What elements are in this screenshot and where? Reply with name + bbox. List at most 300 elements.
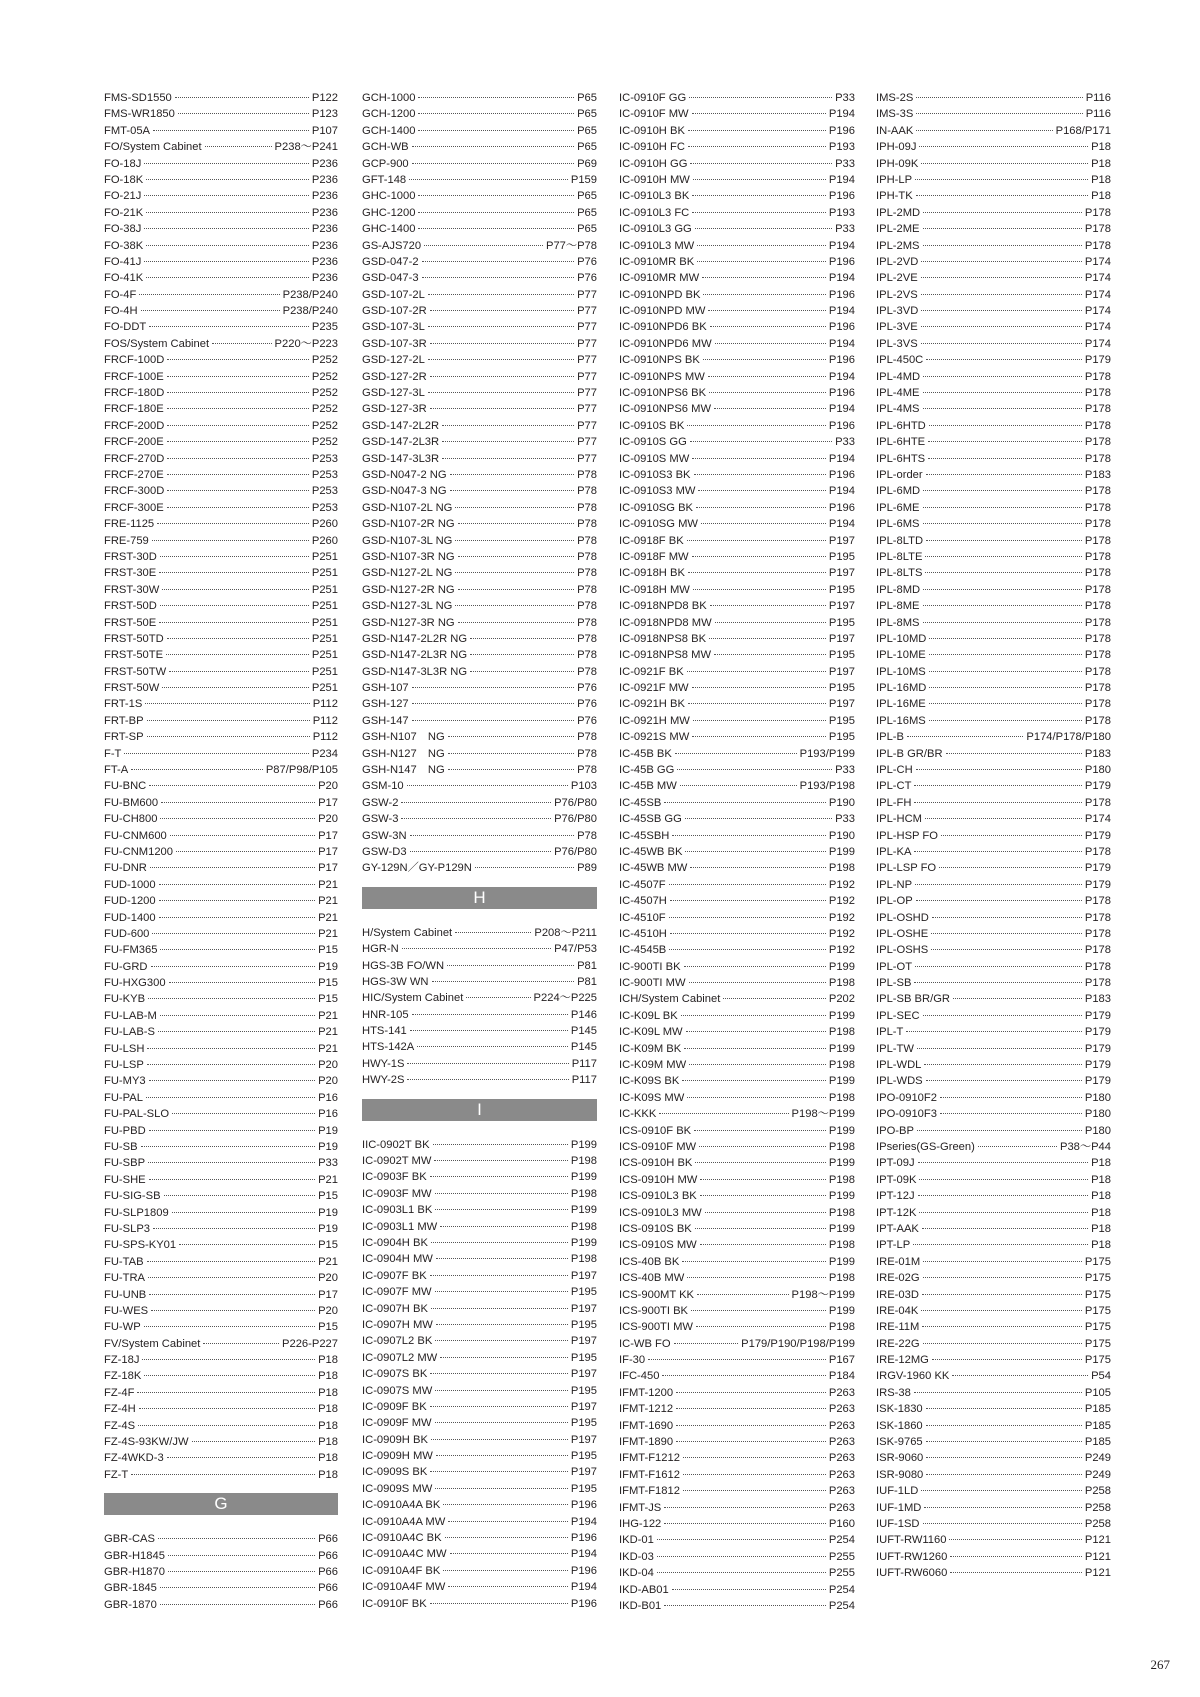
index-entry bbox=[619, 1582, 855, 1598]
product-code: FO-21J bbox=[104, 190, 142, 203]
product-code: IKD-03 bbox=[619, 1550, 654, 1563]
index-entry bbox=[876, 680, 1111, 696]
index-entry bbox=[619, 451, 855, 467]
page-reference: P236 bbox=[311, 157, 338, 170]
product-code: F-T bbox=[104, 747, 122, 760]
page-reference: P178 bbox=[1084, 616, 1111, 629]
product-code: FO-41J bbox=[104, 255, 142, 268]
page-reference: P180 bbox=[1084, 1108, 1111, 1121]
product-code: IPL-order bbox=[876, 468, 923, 481]
page-reference: P21 bbox=[318, 1173, 338, 1186]
product-code: GSW-D3 bbox=[362, 845, 407, 858]
product-code: IPL-OP bbox=[876, 895, 913, 908]
index-entry bbox=[104, 910, 338, 926]
index-entry bbox=[362, 598, 597, 614]
page-reference: P65 bbox=[577, 206, 597, 219]
dot-leader bbox=[715, 622, 826, 623]
index-entry bbox=[362, 139, 597, 155]
product-code: IPL-6HTD bbox=[876, 419, 926, 432]
dot-leader bbox=[921, 294, 1082, 295]
dot-leader bbox=[926, 1080, 1082, 1081]
index-entry bbox=[876, 729, 1111, 745]
page-reference: P252 bbox=[311, 354, 338, 367]
product-code: FO-4H bbox=[104, 305, 138, 318]
dot-leader bbox=[152, 933, 315, 934]
product-code: FV/System Cabinet bbox=[104, 1337, 201, 1350]
index-entry bbox=[619, 238, 855, 254]
page-reference: P192 bbox=[828, 927, 855, 940]
dot-leader bbox=[715, 343, 826, 344]
product-code: IPL-8MD bbox=[876, 583, 921, 596]
dot-leader bbox=[710, 326, 826, 327]
index-entry bbox=[876, 893, 1111, 909]
product-code: IC-4510H bbox=[619, 927, 667, 940]
index-entry bbox=[104, 860, 338, 876]
dot-leader bbox=[923, 605, 1082, 606]
page-reference: P21 bbox=[318, 1042, 338, 1055]
page-reference: P33 bbox=[835, 157, 855, 170]
product-code: IUF-1LD bbox=[876, 1485, 919, 1498]
page-reference: P18 bbox=[318, 1354, 338, 1367]
dot-leader bbox=[141, 1146, 316, 1147]
index-entry bbox=[619, 713, 855, 729]
page-reference: P195 bbox=[828, 714, 855, 727]
index-entry bbox=[876, 1500, 1111, 1516]
page-reference: P194 bbox=[828, 485, 855, 498]
product-code: FU-TRA bbox=[104, 1272, 146, 1285]
product-code: FRE-1125 bbox=[104, 518, 155, 531]
page-reference: P178 bbox=[1084, 501, 1111, 514]
page-reference: P77 bbox=[577, 387, 597, 400]
index-entry bbox=[619, 221, 855, 237]
product-code: HWY-1S bbox=[362, 1057, 405, 1070]
index-column-3 bbox=[619, 90, 855, 1614]
page-reference: P197 bbox=[828, 534, 855, 547]
product-code: GBR-1870 bbox=[104, 1598, 157, 1611]
index-entry bbox=[104, 664, 338, 680]
index-entry bbox=[619, 434, 855, 450]
index-entry bbox=[876, 1385, 1111, 1401]
product-code: FU-LAB-M bbox=[104, 1009, 157, 1022]
product-code: FT-A bbox=[104, 764, 129, 777]
product-code: FU-GRD bbox=[104, 960, 148, 973]
dot-leader bbox=[412, 1014, 568, 1015]
dot-leader bbox=[946, 753, 1082, 754]
index-entry bbox=[104, 1073, 338, 1089]
page-reference: P179 bbox=[1084, 1026, 1111, 1039]
index-entry bbox=[362, 1497, 597, 1513]
dot-leader bbox=[447, 965, 574, 966]
page-reference: P260 bbox=[311, 518, 338, 531]
page-reference: P224～P225 bbox=[533, 992, 597, 1005]
index-entry bbox=[876, 1319, 1111, 1335]
page-reference: P76/P80 bbox=[554, 813, 597, 826]
index-entry bbox=[362, 172, 597, 188]
page-reference: P236 bbox=[311, 190, 338, 203]
index-entry bbox=[876, 795, 1111, 811]
page-reference: P183 bbox=[1084, 747, 1111, 760]
dot-leader bbox=[928, 458, 1082, 459]
dot-leader bbox=[929, 638, 1081, 639]
index-entry bbox=[876, 1434, 1111, 1450]
page-reference: P145 bbox=[570, 1041, 597, 1054]
product-code: IPL-8MS bbox=[876, 616, 920, 629]
index-entry bbox=[619, 156, 855, 172]
dot-leader bbox=[149, 326, 309, 327]
index-entry bbox=[104, 434, 338, 450]
dot-leader bbox=[694, 474, 826, 475]
dot-leader bbox=[418, 195, 574, 196]
page-reference: P263 bbox=[828, 1485, 855, 1498]
index-entry bbox=[104, 1319, 338, 1335]
page-reference: P76 bbox=[577, 272, 597, 285]
index-entry bbox=[876, 172, 1111, 188]
page-reference: P89 bbox=[577, 862, 597, 875]
page-reference: P174 bbox=[1084, 321, 1111, 334]
page-reference: P183 bbox=[1084, 993, 1111, 1006]
index-entry bbox=[362, 156, 597, 172]
index-entry bbox=[619, 188, 855, 204]
index-entry bbox=[876, 483, 1111, 499]
page-reference: P175 bbox=[1084, 1337, 1111, 1350]
product-code: ICS-900TI BK bbox=[619, 1304, 689, 1317]
index-entry bbox=[619, 418, 855, 434]
page-reference: P78 bbox=[577, 534, 597, 547]
product-code: IPL-NP bbox=[876, 878, 913, 891]
page-reference: P18 bbox=[318, 1452, 338, 1465]
dot-leader bbox=[418, 97, 574, 98]
page-reference: P199 bbox=[828, 1009, 855, 1022]
product-code: IPL-SB BR/GR bbox=[876, 993, 950, 1006]
index-entry bbox=[619, 139, 855, 155]
product-code: FRT-SP bbox=[104, 731, 144, 744]
index-entry bbox=[619, 1500, 855, 1516]
index-entry bbox=[876, 1024, 1111, 1040]
product-code: FRST-50E bbox=[104, 616, 157, 629]
product-code: IC-0921F MW bbox=[619, 682, 689, 695]
dot-leader bbox=[431, 1242, 568, 1243]
product-code: FRCF-100E bbox=[104, 370, 164, 383]
index-entry bbox=[619, 942, 855, 958]
page-reference: P78 bbox=[577, 468, 597, 481]
dot-leader bbox=[687, 425, 826, 426]
dot-leader bbox=[683, 1490, 826, 1491]
dot-leader bbox=[410, 1030, 568, 1031]
product-code: GCH-1400 bbox=[362, 124, 416, 137]
index-entry bbox=[619, 270, 855, 286]
index-entry bbox=[619, 1565, 855, 1581]
index-entry bbox=[619, 598, 855, 614]
page-reference: P196 bbox=[828, 190, 855, 203]
index-entry bbox=[876, 811, 1111, 827]
product-code: IPL-10ME bbox=[876, 649, 926, 662]
product-code: GSH-N127 NG bbox=[362, 747, 445, 760]
dot-leader bbox=[923, 376, 1082, 377]
dot-leader bbox=[932, 1359, 1082, 1360]
index-entry bbox=[362, 1546, 597, 1562]
product-code: IPL-OSHE bbox=[876, 927, 929, 940]
index-entry bbox=[876, 205, 1111, 221]
product-code: IC-0910H BK bbox=[619, 124, 685, 137]
product-code: GSD-047-2 bbox=[362, 255, 419, 268]
index-entry bbox=[619, 1024, 855, 1040]
product-code: IC-0910MR BK bbox=[619, 255, 695, 268]
product-code: IC-0909S MW bbox=[362, 1482, 433, 1495]
page-reference: P238～P241 bbox=[274, 141, 338, 154]
index-entry bbox=[362, 1023, 597, 1039]
product-code: FRST-50TD bbox=[104, 632, 164, 645]
dot-leader bbox=[710, 605, 826, 606]
product-code: IC-0903L1 BK bbox=[362, 1204, 433, 1217]
page-reference: P21 bbox=[318, 1026, 338, 1039]
product-code: FRCF-100D bbox=[104, 354, 165, 367]
dot-leader bbox=[139, 1408, 315, 1409]
dot-leader bbox=[695, 228, 832, 229]
dot-leader bbox=[709, 638, 826, 639]
index-entry bbox=[104, 1418, 338, 1434]
product-code: GSW-3N bbox=[362, 829, 407, 842]
product-code: IC-0907H BK bbox=[362, 1302, 428, 1315]
dot-leader bbox=[919, 1179, 1088, 1180]
dot-leader bbox=[907, 736, 1023, 737]
product-code: IFMT-1200 bbox=[619, 1386, 674, 1399]
index-entry bbox=[362, 369, 597, 385]
index-entry bbox=[619, 1450, 855, 1466]
product-code: IC-0907H MW bbox=[362, 1318, 433, 1331]
dot-leader bbox=[952, 1375, 1088, 1376]
index-entry bbox=[619, 1172, 855, 1188]
dot-leader bbox=[470, 671, 574, 672]
page-reference: P77 bbox=[577, 321, 597, 334]
dot-leader bbox=[708, 376, 826, 377]
page-reference: P197 bbox=[570, 1269, 597, 1282]
page-reference: P174/P178/P180 bbox=[1026, 731, 1111, 744]
dot-leader bbox=[142, 1359, 315, 1360]
page-reference: P198 bbox=[828, 1272, 855, 1285]
index-entry bbox=[104, 270, 338, 286]
dot-leader bbox=[688, 146, 826, 147]
index-entry bbox=[619, 664, 855, 680]
product-code: IC-K09S BK bbox=[619, 1075, 680, 1088]
dot-leader bbox=[436, 1324, 568, 1325]
product-code: IC-0904H MW bbox=[362, 1253, 433, 1266]
dot-leader bbox=[433, 1144, 568, 1145]
product-code: GSD-N127-2L NG bbox=[362, 567, 453, 580]
page-reference: P18 bbox=[318, 1419, 338, 1432]
index-entry bbox=[876, 1172, 1111, 1188]
index-entry bbox=[619, 1237, 855, 1253]
product-code: IC-0903F MW bbox=[362, 1187, 432, 1200]
dot-leader bbox=[147, 1261, 316, 1262]
index-entry bbox=[362, 221, 597, 237]
index-entry bbox=[619, 1401, 855, 1417]
page-reference: P178 bbox=[1084, 239, 1111, 252]
product-code: FRST-30E bbox=[104, 567, 157, 580]
page-reference: P77 bbox=[577, 419, 597, 432]
product-code: IC-K09S MW bbox=[619, 1091, 685, 1104]
dot-leader bbox=[407, 785, 568, 786]
product-code: HIC/System Cabinet bbox=[362, 992, 464, 1005]
dot-leader bbox=[923, 212, 1082, 213]
dot-leader bbox=[458, 556, 574, 557]
dot-leader bbox=[676, 1441, 826, 1442]
dot-leader bbox=[921, 326, 1082, 327]
page-reference: P20 bbox=[318, 1272, 338, 1285]
page-reference: P236 bbox=[311, 206, 338, 219]
dot-leader bbox=[167, 408, 309, 409]
dot-leader bbox=[448, 753, 574, 754]
index-entry bbox=[619, 877, 855, 893]
index-entry bbox=[362, 828, 597, 844]
dot-leader bbox=[683, 1457, 826, 1458]
page-reference: P198 bbox=[828, 1141, 855, 1153]
index-entry bbox=[876, 1467, 1111, 1483]
dot-leader bbox=[929, 654, 1082, 655]
product-code: IC-45WB MW bbox=[619, 862, 688, 875]
page-reference: P15 bbox=[318, 1321, 338, 1334]
index-entry bbox=[876, 270, 1111, 286]
product-code: GBR-H1845 bbox=[104, 1549, 165, 1562]
index-entry bbox=[104, 975, 338, 991]
index-entry bbox=[362, 1481, 597, 1497]
page-reference: P179 bbox=[1084, 1042, 1111, 1055]
index-entry bbox=[876, 1221, 1111, 1237]
dot-leader bbox=[131, 769, 263, 770]
page-reference: P199 bbox=[828, 1157, 855, 1170]
page-reference: P236 bbox=[311, 239, 338, 252]
page-reference: P54 bbox=[1091, 1370, 1111, 1383]
page-reference: P263 bbox=[828, 1386, 855, 1399]
page-reference: P175 bbox=[1084, 1288, 1111, 1301]
dot-leader bbox=[926, 1474, 1082, 1475]
product-code: IPL-SB bbox=[876, 977, 912, 990]
page-reference: P251 bbox=[311, 649, 338, 662]
index-entry bbox=[362, 1350, 597, 1366]
dot-leader bbox=[924, 1064, 1081, 1065]
index-entry bbox=[876, 1008, 1111, 1024]
dot-leader bbox=[443, 1570, 568, 1571]
page-reference: P178 bbox=[1084, 796, 1111, 809]
product-code: IC-0902T MW bbox=[362, 1155, 432, 1168]
page-reference: P249 bbox=[1084, 1452, 1111, 1465]
index-entry bbox=[876, 254, 1111, 270]
product-code: IRE-11M bbox=[876, 1321, 920, 1334]
page-reference: P18 bbox=[1091, 1157, 1111, 1170]
product-code: ICS-0910F BK bbox=[619, 1124, 692, 1137]
product-code: FRCF-270E bbox=[104, 468, 164, 481]
product-code: IC-K09M MW bbox=[619, 1059, 687, 1072]
product-code: IC-45SB GG bbox=[619, 813, 682, 826]
product-code: GBR-H1870 bbox=[104, 1565, 165, 1578]
page-reference: P18 bbox=[318, 1403, 338, 1416]
page-reference: P77 bbox=[577, 288, 597, 301]
page-reference: P178 bbox=[1084, 206, 1111, 219]
product-code: IPL-8LTE bbox=[876, 550, 923, 563]
page-reference: P33 bbox=[835, 764, 855, 777]
product-code: IUF-1SD bbox=[876, 1517, 920, 1530]
page-reference: P192 bbox=[828, 895, 855, 908]
product-code: IPL-10MS bbox=[876, 665, 926, 678]
page-reference: P20 bbox=[318, 780, 338, 793]
dot-leader bbox=[146, 179, 309, 180]
page-reference: P121 bbox=[1084, 1550, 1111, 1563]
index-entry bbox=[104, 844, 338, 860]
index-entry bbox=[619, 647, 855, 663]
page-reference: P21 bbox=[318, 878, 338, 891]
dot-leader bbox=[160, 818, 315, 819]
page-reference: P197 bbox=[570, 1400, 597, 1413]
page-reference: P16 bbox=[318, 1091, 338, 1104]
index-entry bbox=[104, 696, 338, 712]
page-reference: P18 bbox=[318, 1468, 338, 1481]
index-entry bbox=[876, 533, 1111, 549]
product-code: IKD-B01 bbox=[619, 1599, 662, 1612]
product-code: FU-SB bbox=[104, 1141, 138, 1153]
product-code: IPL-3VS bbox=[876, 337, 918, 350]
dot-leader bbox=[929, 687, 1081, 688]
index-entry bbox=[104, 533, 338, 549]
product-code: FU-SPS-KY01 bbox=[104, 1239, 177, 1252]
product-code: IKD-01 bbox=[619, 1534, 654, 1547]
index-entry bbox=[362, 1415, 597, 1431]
product-code: H/System Cabinet bbox=[362, 926, 453, 939]
page-reference: P178 bbox=[1084, 665, 1111, 678]
index-entry bbox=[362, 1563, 597, 1579]
dot-leader bbox=[923, 245, 1082, 246]
index-entry bbox=[876, 877, 1111, 893]
index-entry bbox=[104, 1270, 338, 1286]
index-entry bbox=[876, 139, 1111, 155]
page-reference: P78 bbox=[577, 829, 597, 842]
index-entry bbox=[104, 778, 338, 794]
index-entry bbox=[619, 680, 855, 696]
product-code: IPL-SEC bbox=[876, 1009, 920, 1022]
index-entry bbox=[104, 828, 338, 844]
index-entry bbox=[104, 549, 338, 565]
dot-leader bbox=[412, 163, 574, 164]
product-code: IRE-12MG bbox=[876, 1354, 929, 1367]
index-entry bbox=[104, 1221, 338, 1237]
index-entry bbox=[619, 172, 855, 188]
index-entry bbox=[362, 1186, 597, 1202]
dot-leader bbox=[443, 1504, 567, 1505]
product-code: IC-0910A4C BK bbox=[362, 1532, 442, 1545]
index-entry bbox=[619, 746, 855, 762]
dot-leader bbox=[167, 359, 309, 360]
dot-leader bbox=[124, 753, 308, 754]
index-entry bbox=[104, 631, 338, 647]
page-reference: P168/P171 bbox=[1055, 124, 1111, 137]
page-reference: P196 bbox=[828, 419, 855, 432]
page-reference: P19 bbox=[318, 1222, 338, 1235]
page-reference: P78 bbox=[577, 764, 597, 777]
dot-leader bbox=[418, 113, 574, 114]
dot-leader bbox=[690, 441, 832, 442]
index-entry bbox=[362, 385, 597, 401]
product-code: IC-0907L2 MW bbox=[362, 1351, 438, 1364]
dot-leader bbox=[659, 1113, 788, 1114]
page-reference: P174 bbox=[1084, 272, 1111, 285]
index-entry bbox=[362, 860, 597, 876]
product-code: FOS/System Cabinet bbox=[104, 337, 210, 350]
product-code: IC-0910A4F MW bbox=[362, 1581, 446, 1594]
product-code: FO-38J bbox=[104, 223, 142, 236]
index-entry bbox=[104, 713, 338, 729]
page-reference: P255 bbox=[828, 1567, 855, 1580]
product-code: FU-BM600 bbox=[104, 796, 159, 809]
page-reference: P33 bbox=[835, 223, 855, 236]
index-entry bbox=[362, 1153, 597, 1169]
